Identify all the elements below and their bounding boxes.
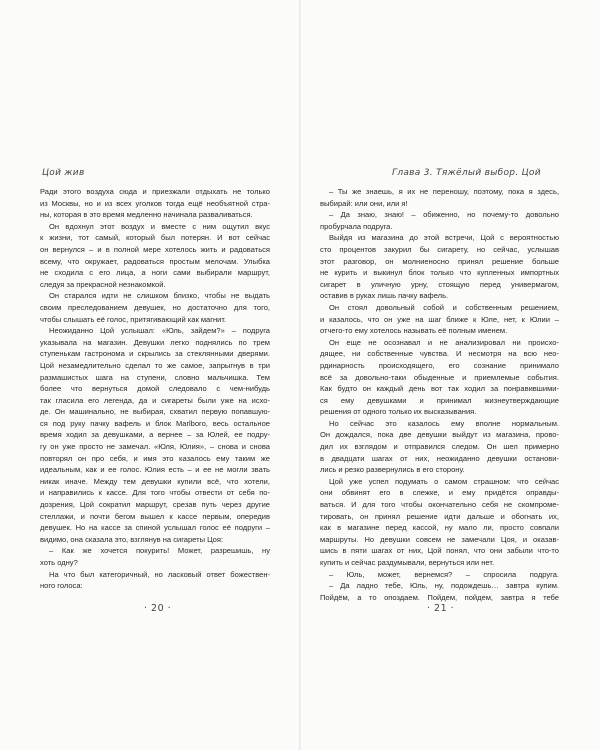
text-line: повторял он про себя, и имя это казалось ему таким же <box>40 453 270 463</box>
text-line: Но сейчас это казалось ему вполне нормальным. <box>329 418 559 428</box>
right-page <box>300 0 600 750</box>
text-line: идеальным, как и ее голос. Юлия есть – и ее не могли звать <box>40 465 270 475</box>
text-line: решения от одного только их высказывания. <box>320 407 477 417</box>
text-line: дозрения, Цой сократил маршрут, срезав путь через другие <box>40 500 270 510</box>
text-line: и казалось, что он уже на шаг ближе к Юле, нет, к Юлии – <box>320 314 559 324</box>
text-line: купить и сейчас раздумывали, вернуться или нет. <box>320 558 495 567</box>
text-line: хоть одну? <box>40 558 78 567</box>
text-line: ся ему девушками и принимал жизнеутверждающие <box>320 395 559 405</box>
text-line: не сходила с его лица, а ноги сами выбирали маршрут, <box>40 268 270 278</box>
text-line: чтобы слышать её голос, притягивающий как магнит. <box>40 314 227 324</box>
text-line: не курить и выкинул блок только что купленных импортных <box>320 268 559 278</box>
text-line: рдинарность происходящего, его сознание принимало <box>320 360 559 370</box>
text-line: ся под руку пачку вафель и блок Marlboro, весь остальное <box>40 418 270 428</box>
right-running-head: Глава 3. Тяжёлый выбор. Цой <box>392 168 541 178</box>
left-body-text <box>40 186 270 592</box>
text-line: маршруты. Но девушки совсем не замечали Цоя, и оказав- <box>320 534 559 544</box>
text-line: Он дождался, пока две девушки выйдут из магазина, прово- <box>320 430 559 440</box>
text-line: своим преследованием девушек, но достаточно для того, <box>40 302 270 312</box>
text-line: ны, которая в это время медленно начинала разваливаться. <box>40 210 253 220</box>
text-line: ного голоса: <box>40 581 83 591</box>
text-line: так гласила его легенда, да и сигареты были уже на исхо- <box>40 395 270 405</box>
text-line: он вернулся – и в полной мере хотелось жить и радоваться <box>40 244 270 254</box>
text-line: Он вдохнул этот воздух и вместе с ним ощутил вкус <box>49 221 270 231</box>
text-line: как в магазине перед кассой, ну мало ли, просто совпали <box>320 523 559 533</box>
text-line: оставив в руках лишь пачку вафель. <box>320 291 449 301</box>
text-line: Неожиданно Цой услышал: «Юль, зайдем?» – подруга <box>49 326 270 336</box>
text-line: ваться. И для того чтобы окончательно себя не скомпроме- <box>320 500 559 510</box>
text-line: никак иначе. Между тем девушки купили всё, что хотели, <box>40 476 270 486</box>
text-line: пробурчала подруга. <box>320 221 393 231</box>
text-line: – Юль, может, вернемся? – спросила подруга. <box>329 569 559 579</box>
text-line: Он стоял довольный собой и собственным решением, <box>329 302 559 312</box>
text-line: всему, что окружает, радоваться простым мелочам. Улыбка <box>40 256 270 266</box>
text-line: Цой незамедлительно сделал то же самое, запрыгнув в три <box>40 360 270 370</box>
text-line: – Как же хочется покурить! Может, разрешишь, ну <box>49 546 270 556</box>
text-line: дящее, ни собственные чувства. И несмотря на всю нео- <box>320 349 559 359</box>
text-line: сигарет в уличную урну, стоящую перед универмагом, <box>320 279 559 289</box>
text-line: время ходил за девушками, а вернее – за Юлей, ее подру- <box>40 430 270 440</box>
text-line: сто процентов закурил бы сигарету, но сейчас, услышав <box>320 244 559 254</box>
text-line: всё за довольно-таки обыденные и приемлемые события. <box>320 372 559 382</box>
text-line: шись в пяти шагах от них, Цой понял, что они забыли что-то <box>320 546 559 556</box>
text-line: гу он уже просто не замечал. «Юля, Юлия», – снова и снова <box>40 442 270 452</box>
text-line: девушек. Но на кассе за спиной услышал голос её подруги – <box>40 523 270 533</box>
text-line: указывала на магазин. Девушки легко поднялись по трем <box>40 337 270 347</box>
text-line: де. Он машинально, не выбирая, схватил первую попавшую- <box>40 407 270 417</box>
text-line: следуя за прекрасной незнакомкой. <box>40 279 166 289</box>
text-line: из Москвы, но и из всех уголков тогда ещё необъятной стра- <box>40 198 270 208</box>
right-body-text <box>320 186 559 603</box>
text-line: этот разговор, он молниеносно принял решение больше <box>320 256 559 266</box>
text-line: к жизни, тот самый, который был потерян. И вот сейчас <box>40 233 270 243</box>
text-line: Он старался идти не слишком близко, чтобы не выдать <box>49 291 270 301</box>
text-line: стеллажи, и почти бегом вышел к кассе первым, опередив <box>40 511 270 521</box>
text-line: отчего-то ему хотелось называть её полным именем. <box>320 326 508 336</box>
left-running-head: Цой жив <box>42 168 85 178</box>
text-line: ступенькам гастронома и скрылись за стеклянными дверями. <box>40 349 270 359</box>
text-line: лись и резко развернулись в его сторону. <box>320 465 465 475</box>
text-line: Ради этого воздуха сюда и приезжали отдыхать не только <box>40 187 270 196</box>
text-line: дил их взглядом и отправился следом. Он шел примерно <box>320 442 559 452</box>
text-line: Пойдём, а то опоздаем. Пойдем, пойдем, завтра я тебе <box>320 592 559 602</box>
text-line: тировать, он принял решение идти дальше и обогнать их, <box>320 511 559 521</box>
left-page-number: · 20 · <box>144 603 172 614</box>
text-line: они обвинят его в слежке, и ему придётся оправды- <box>320 488 559 498</box>
text-line: Он еще не осознавал и не анализировал ни происхо- <box>329 337 559 347</box>
text-line: видимо, она сказала это, взглянув на сигареты Цоя: <box>40 534 224 544</box>
text-line: более что вернуться домой следовало с чем-нибудь <box>40 384 270 394</box>
text-line: в двадцати шагах от них, неожиданно девушки останови- <box>320 453 559 463</box>
text-line: размашистых шага на ступени, словно мальчишка. Тем <box>40 372 270 382</box>
text-line: и направились к кассе. Для того чтобы отвести от себя по- <box>40 488 270 498</box>
text-line: Как будто он каждый день вот так ходил за понравившими- <box>320 384 559 394</box>
text-line: – Да ладно тебе, Юль, ну, подождешь… завтра купим. <box>329 581 559 591</box>
text-line: выбирай: или они, или я! <box>320 198 408 208</box>
right-page-number: · 21 · <box>427 603 455 614</box>
text-line: Выйдя из магазина до этой встречи, Цой с вероятностью <box>329 233 559 243</box>
text-line: – Да знаю, знаю! – обиженно, но почему-то довольно <box>329 210 559 220</box>
text-line: – Ты же знаешь, я их не переношу, поэтому, пока я здесь, <box>329 187 559 196</box>
text-line: На что был категоричный, но ласковый ответ божествен- <box>49 569 270 579</box>
text-line: Цой уже успел подумать о самом страшном: что сейчас <box>329 476 559 486</box>
